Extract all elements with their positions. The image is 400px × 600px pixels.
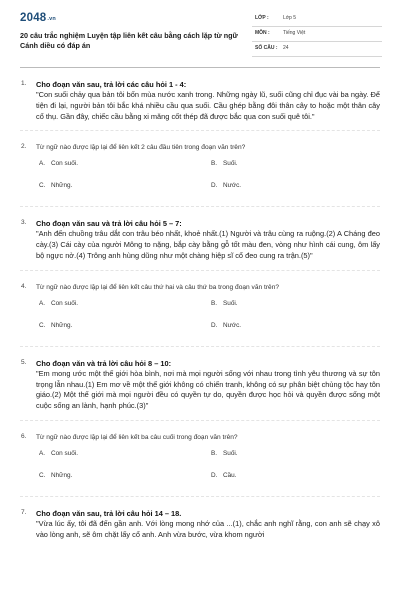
question-number: 2. xyxy=(21,143,27,151)
option-letter: C. xyxy=(39,321,46,329)
document-meta xyxy=(252,13,382,58)
answer-option-d[interactable] xyxy=(211,182,241,189)
passage-text: "Anh đến chuồng trâu dắt con trâu béo nhất, khoẻ nhất.(1) Người và trâu cùng ra ruộng.(2) A Cháng đeo cày.(3) Cái cày của người Mông to nặng, bắp cày bằng gỗ tốt màu đen, vòng như hình cái cung, ôm lấy bộ ngực nở.(4) Trông anh hùng dũng như một chàng hiệp sĩ cổ đeo cung ra trận.(5)" xyxy=(36,229,380,260)
option-letter: B. xyxy=(211,160,218,168)
question-number: 7. xyxy=(21,508,27,516)
question-divider xyxy=(20,496,380,497)
question-passage xyxy=(0,509,400,541)
meta-key: SỐ CÂU : xyxy=(255,45,278,51)
answer-option-a[interactable] xyxy=(39,160,78,167)
meta-row-count xyxy=(252,43,382,57)
option-text: Con suối. xyxy=(51,449,78,457)
answer-option-a[interactable] xyxy=(39,450,78,457)
question-passage xyxy=(0,219,400,261)
document-title: 20 câu trắc nghiệm Luyện tập liên kết câu bằng cách lặp từ ngữ Cánh diều có đáp án xyxy=(20,31,238,50)
option-letter: B. xyxy=(211,299,218,307)
question-number: 5. xyxy=(21,358,27,366)
answer-option-a[interactable] xyxy=(39,300,78,307)
question-stem: Từ ngữ nào được lặp lại để liên kết 2 câu đầu tiên trong đoạn văn trên? xyxy=(36,144,246,152)
answer-options xyxy=(36,300,380,338)
meta-row-subject xyxy=(252,28,382,42)
option-text: Suối. xyxy=(223,299,238,307)
option-text: Suối. xyxy=(223,449,238,457)
answer-option-b[interactable] xyxy=(211,450,238,457)
option-text: Suối. xyxy=(223,160,238,168)
option-letter: C. xyxy=(39,471,46,479)
question-mcq xyxy=(0,283,400,338)
answer-option-c[interactable] xyxy=(39,182,72,189)
passage-text: "Con suối chảy qua bản tôi bốn mùa nước xanh trong. Những ngày lũ, suối cũng chỉ đục vài ba ngày. Để tiện đi lại, người bản tôi bắc khá nhiều cầu qua suối. Cầu ghép bằng đôi thân cây to hoặc một thân cây cổ thụ. Gần đây, chiếc cầu bằng xi măng cốt thép đã được bắc qua con suối quê tôi." xyxy=(36,90,380,121)
answer-options xyxy=(36,160,380,198)
passage-text: "Em mong ước một thế giới hòa bình, nơi mà mọi người sống với nhau trong tình yêu thương và sự tôn trọng lẫn nhau.(1) Em mơ về một thế giới không có chiến tranh, không có sự phân biệt chủng tộc hay tôn giáo.(2) Một thế giới mà mọi người đều có quyền tự do, quyền được học hỏi và quyền được sống một cuộc sống an lành, hạnh phúc.(3)" xyxy=(36,368,380,411)
passage-title: Cho đoạn văn sau, trả lời câu hỏi 14 – 18. xyxy=(36,508,182,518)
question-list xyxy=(0,80,400,549)
answer-option-c[interactable] xyxy=(39,472,72,479)
option-text: Nước. xyxy=(223,321,242,329)
meta-row-grade xyxy=(252,13,382,27)
meta-value: 24 xyxy=(283,45,289,51)
meta-value: Tiếng Việt xyxy=(283,30,306,36)
question-stem: Từ ngữ nào được lặp lại để liên kết ba câu cuối trong đoạn văn trên? xyxy=(36,433,238,441)
answer-options xyxy=(36,450,380,488)
question-number: 6. xyxy=(21,432,27,440)
question-divider xyxy=(20,270,380,271)
passage-title: Cho đoạn văn và trả lời câu hỏi 8 – 10: xyxy=(36,358,172,368)
option-text: Cầu. xyxy=(223,471,237,479)
answer-option-c[interactable] xyxy=(39,322,72,329)
site-logo[interactable] xyxy=(20,12,56,24)
passage-title: Cho đoạn văn sau, trả lời các câu hỏi 1 - 4: xyxy=(36,80,187,89)
header-divider xyxy=(20,67,380,68)
option-letter: A. xyxy=(39,160,46,168)
answer-option-d[interactable] xyxy=(211,322,241,329)
meta-key: MÔN : xyxy=(255,30,270,36)
option-text: Những. xyxy=(51,471,73,479)
option-letter: D. xyxy=(211,182,218,190)
question-mcq xyxy=(0,143,400,198)
answer-option-d[interactable] xyxy=(211,472,237,479)
option-text: Con suối. xyxy=(51,160,78,168)
question-number: 1. xyxy=(21,80,27,87)
question-divider xyxy=(20,206,380,207)
question-passage xyxy=(0,359,400,412)
question-stem: Từ ngữ nào được lặp lại để liên kết câu thứ hai và câu thứ ba trong đoạn văn trên? xyxy=(36,283,280,291)
option-letter: A. xyxy=(39,449,46,457)
question-divider xyxy=(20,346,380,347)
question-divider xyxy=(20,130,380,131)
question-passage xyxy=(0,80,400,122)
option-text: Những. xyxy=(51,321,73,329)
logo-suffix: .vn xyxy=(47,16,56,22)
question-number: 4. xyxy=(21,282,27,290)
question-divider xyxy=(20,420,380,421)
option-text: Những. xyxy=(51,182,73,190)
passage-title: Cho đoạn văn sau và trả lời câu hỏi 5 – 7: xyxy=(36,219,182,229)
option-letter: B. xyxy=(211,449,218,457)
option-letter: C. xyxy=(39,182,46,190)
answer-option-b[interactable] xyxy=(211,160,238,167)
option-letter: A. xyxy=(39,299,46,307)
meta-value: Lớp 5 xyxy=(283,15,297,21)
option-letter: D. xyxy=(211,321,218,329)
option-text: Con suối. xyxy=(51,299,78,307)
answer-option-b[interactable] xyxy=(211,300,238,307)
question-mcq xyxy=(0,433,400,488)
option-text: Nước. xyxy=(223,182,242,190)
question-number: 3. xyxy=(21,219,27,227)
meta-key: LỚP : xyxy=(255,15,269,21)
option-letter: D. xyxy=(211,471,218,479)
passage-text: "Vừa lúc ấy, tôi đã đến gần anh. Với lòng mong nhớ của ...(1), chắc anh nghĩ rằng, con anh sẽ chạy xô vào lòng anh, sẽ ôm chặt lấy cổ anh. Anh vừa bước, vừa khom người xyxy=(36,518,380,539)
document-header xyxy=(0,0,400,64)
logo-text: 2048 xyxy=(20,12,47,24)
